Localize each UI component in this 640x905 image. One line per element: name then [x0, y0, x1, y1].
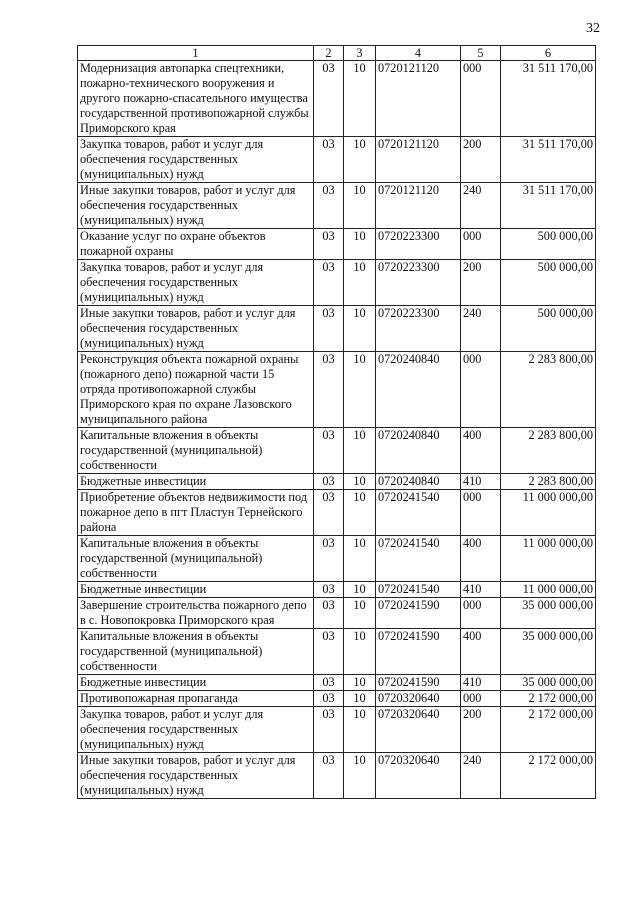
item-name-cell: Иные закупки товаров, работ и услуг для обеспечения государственных (муниципальных) нужд: [78, 183, 314, 229]
target-code-cell: 0720320640: [376, 753, 461, 799]
subsection-code-cell: 10: [344, 490, 376, 536]
table-row: [78, 61, 596, 137]
table-row: [78, 260, 596, 306]
item-name-cell: Закупка товаров, работ и услуг для обеспечения государственных (муниципальных) нужд: [78, 137, 314, 183]
amount-cell: 35 000 000,00: [501, 675, 596, 691]
section-code-cell: 03: [314, 229, 344, 260]
amount-cell: 2 172 000,00: [501, 753, 596, 799]
target-code-cell: 0720121120: [376, 183, 461, 229]
item-name-cell: Оказание услуг по охране объектов пожарной охраны: [78, 229, 314, 260]
amount-cell: 500 000,00: [501, 229, 596, 260]
expense-type-cell: 000: [461, 61, 501, 137]
subsection-code-cell: 10: [344, 582, 376, 598]
budget-table: [77, 45, 596, 799]
amount-cell: 11 000 000,00: [501, 582, 596, 598]
subsection-code-cell: 10: [344, 753, 376, 799]
target-code-cell: 0720241540: [376, 582, 461, 598]
subsection-code-cell: 10: [344, 536, 376, 582]
table-row: [78, 306, 596, 352]
subsection-code-cell: 10: [344, 474, 376, 490]
amount-cell: 11 000 000,00: [501, 536, 596, 582]
section-code-cell: 03: [314, 137, 344, 183]
expense-type-cell: 400: [461, 428, 501, 474]
section-code-cell: 03: [314, 61, 344, 137]
table-row: [78, 753, 596, 799]
header-cell: 6: [501, 46, 596, 61]
table-row: [78, 675, 596, 691]
amount-cell: 31 511 170,00: [501, 61, 596, 137]
amount-cell: 31 511 170,00: [501, 137, 596, 183]
item-name-cell: Закупка товаров, работ и услуг для обеспечения государственных (муниципальных) нужд: [78, 260, 314, 306]
amount-cell: 11 000 000,00: [501, 490, 596, 536]
item-name-cell: Иные закупки товаров, работ и услуг для обеспечения государственных (муниципальных) нужд: [78, 753, 314, 799]
table-row: [78, 490, 596, 536]
table-row: [78, 536, 596, 582]
expense-type-cell: 240: [461, 183, 501, 229]
amount-cell: 2 283 800,00: [501, 352, 596, 428]
section-code-cell: 03: [314, 183, 344, 229]
table-row: [78, 183, 596, 229]
subsection-code-cell: 10: [344, 598, 376, 629]
target-code-cell: 0720223300: [376, 306, 461, 352]
amount-cell: 2 172 000,00: [501, 707, 596, 753]
section-code-cell: 03: [314, 260, 344, 306]
target-code-cell: 0720121120: [376, 61, 461, 137]
table-body: [78, 61, 596, 799]
item-name-cell: Иные закупки товаров, работ и услуг для обеспечения государственных (муниципальных) нужд: [78, 306, 314, 352]
table-row: [78, 352, 596, 428]
header-cell: 4: [376, 46, 461, 61]
page-number: 32: [586, 21, 600, 36]
expense-type-cell: 200: [461, 260, 501, 306]
expense-type-cell: 000: [461, 490, 501, 536]
target-code-cell: 0720121120: [376, 137, 461, 183]
expense-type-cell: 200: [461, 707, 501, 753]
section-code-cell: 03: [314, 582, 344, 598]
table-row: [78, 691, 596, 707]
expense-type-cell: 200: [461, 137, 501, 183]
item-name-cell: Закупка товаров, работ и услуг для обеспечения государственных (муниципальных) нужд: [78, 707, 314, 753]
expense-type-cell: 410: [461, 582, 501, 598]
expense-type-cell: 400: [461, 536, 501, 582]
expense-type-cell: 000: [461, 229, 501, 260]
target-code-cell: 0720241540: [376, 536, 461, 582]
item-name-cell: Реконструкция объекта пожарной охраны (пожарного депо) пожарной части 15 отряда противопожарной службы Приморского края по охране Лазовского муниципального района: [78, 352, 314, 428]
table-row: [78, 629, 596, 675]
item-name-cell: Противопожарная пропаганда: [78, 691, 314, 707]
amount-cell: 35 000 000,00: [501, 629, 596, 675]
section-code-cell: 03: [314, 629, 344, 675]
expense-type-cell: 400: [461, 629, 501, 675]
amount-cell: 2 283 800,00: [501, 474, 596, 490]
target-code-cell: 0720241590: [376, 629, 461, 675]
header-row: [78, 46, 596, 61]
subsection-code-cell: 10: [344, 137, 376, 183]
table-row: [78, 598, 596, 629]
table-row: [78, 474, 596, 490]
item-name-cell: Завершение строительства пожарного депо в с. Новопокровка Приморского края: [78, 598, 314, 629]
section-code-cell: 03: [314, 490, 344, 536]
expense-type-cell: 410: [461, 675, 501, 691]
target-code-cell: 0720240840: [376, 352, 461, 428]
subsection-code-cell: 10: [344, 61, 376, 137]
subsection-code-cell: 10: [344, 306, 376, 352]
section-code-cell: 03: [314, 474, 344, 490]
target-code-cell: 0720223300: [376, 260, 461, 306]
item-name-cell: Модернизация автопарка спецтехники, пожарно-технического вооружения и другого пожарно-спасательного имущества государственной противопожарной службы Приморского края: [78, 61, 314, 137]
section-code-cell: 03: [314, 753, 344, 799]
amount-cell: 500 000,00: [501, 306, 596, 352]
expense-type-cell: 240: [461, 753, 501, 799]
section-code-cell: 03: [314, 691, 344, 707]
table-row: [78, 582, 596, 598]
target-code-cell: 0720240840: [376, 474, 461, 490]
section-code-cell: 03: [314, 352, 344, 428]
item-name-cell: Бюджетные инвестиции: [78, 675, 314, 691]
subsection-code-cell: 10: [344, 428, 376, 474]
table-row: [78, 707, 596, 753]
subsection-code-cell: 10: [344, 691, 376, 707]
item-name-cell: Бюджетные инвестиции: [78, 582, 314, 598]
item-name-cell: Бюджетные инвестиции: [78, 474, 314, 490]
amount-cell: 2 283 800,00: [501, 428, 596, 474]
target-code-cell: 0720223300: [376, 229, 461, 260]
section-code-cell: 03: [314, 536, 344, 582]
target-code-cell: 0720241540: [376, 490, 461, 536]
item-name-cell: Приобретение объектов недвижимости под пожарное депо в пгт Пластун Тернейского района: [78, 490, 314, 536]
header-cell: 3: [344, 46, 376, 61]
subsection-code-cell: 10: [344, 675, 376, 691]
subsection-code-cell: 10: [344, 183, 376, 229]
target-code-cell: 0720320640: [376, 691, 461, 707]
target-code-cell: 0720320640: [376, 707, 461, 753]
expense-type-cell: 000: [461, 352, 501, 428]
amount-cell: 31 511 170,00: [501, 183, 596, 229]
section-code-cell: 03: [314, 707, 344, 753]
expense-type-cell: 410: [461, 474, 501, 490]
section-code-cell: 03: [314, 675, 344, 691]
amount-cell: 35 000 000,00: [501, 598, 596, 629]
item-name-cell: Капитальные вложения в объекты государственной (муниципальной) собственности: [78, 428, 314, 474]
expense-type-cell: 000: [461, 598, 501, 629]
subsection-code-cell: 10: [344, 352, 376, 428]
header-cell: 1: [78, 46, 314, 61]
target-code-cell: 0720241590: [376, 598, 461, 629]
expense-type-cell: 000: [461, 691, 501, 707]
subsection-code-cell: 10: [344, 707, 376, 753]
header-cell: 2: [314, 46, 344, 61]
table-row: [78, 428, 596, 474]
table-row: [78, 137, 596, 183]
section-code-cell: 03: [314, 598, 344, 629]
subsection-code-cell: 10: [344, 229, 376, 260]
header-cell: 5: [461, 46, 501, 61]
subsection-code-cell: 10: [344, 629, 376, 675]
table-row: [78, 229, 596, 260]
section-code-cell: 03: [314, 428, 344, 474]
expense-type-cell: 240: [461, 306, 501, 352]
item-name-cell: Капитальные вложения в объекты государственной (муниципальной) собственности: [78, 536, 314, 582]
target-code-cell: 0720240840: [376, 428, 461, 474]
section-code-cell: 03: [314, 306, 344, 352]
item-name-cell: Капитальные вложения в объекты государственной (муниципальной) собственности: [78, 629, 314, 675]
amount-cell: 500 000,00: [501, 260, 596, 306]
subsection-code-cell: 10: [344, 260, 376, 306]
amount-cell: 2 172 000,00: [501, 691, 596, 707]
target-code-cell: 0720241590: [376, 675, 461, 691]
